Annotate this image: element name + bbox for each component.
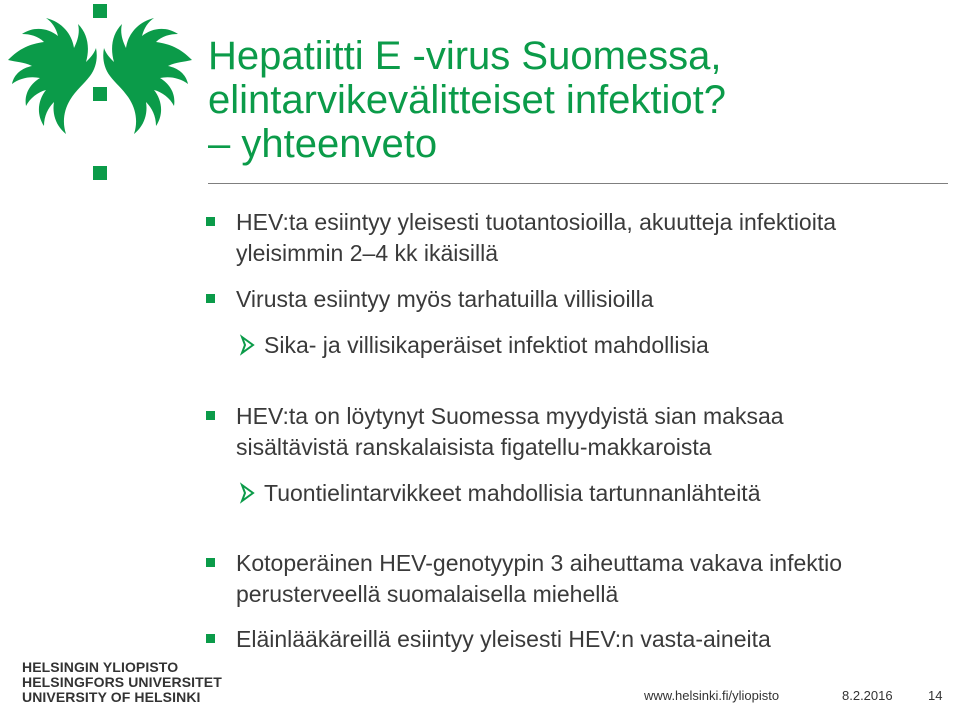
bullet-item (206, 284, 956, 315)
bullet-item (206, 207, 956, 269)
bullet-item (206, 624, 956, 655)
bullet-text-line: perusterveellä suomalaisella miehellä (236, 581, 619, 607)
square-bullet-icon (206, 294, 215, 303)
slide-title-line-3: – yhteenveto (208, 122, 438, 166)
university-name-en: UNIVERSITY OF HELSINKI (22, 689, 201, 705)
bullet-text-line: HEV:ta on löytynyt Suomessa myydyistä sian maksaa (236, 403, 784, 429)
university-name (22, 660, 222, 705)
square-bullet-icon (206, 558, 215, 567)
university-name-sv: HELSINGFORS UNIVERSITET (22, 674, 222, 690)
title-divider (208, 183, 948, 184)
slide-title (208, 34, 948, 166)
footer-url[interactable]: www.helsinki.fi/yliopisto (644, 688, 780, 703)
square-bullet-icon (206, 411, 215, 420)
sub-bullet-item (206, 478, 956, 509)
bullet-item (206, 401, 956, 463)
bullet-text-line: Sika- ja villisikaperäiset infektiot mahdollisia (264, 332, 709, 358)
bullet-text-line: Eläinlääkäreillä esiintyy yleisesti HEV:n vasta-aineita (236, 626, 771, 652)
bullet-text-line: Tuontielintarvikkeet mahdollisia tartunnanlähteitä (264, 480, 761, 506)
arrow-bullet-icon (236, 334, 258, 356)
square-bullet-icon (206, 217, 215, 226)
sub-bullet-item (206, 330, 956, 361)
bullet-text-line: sisältävistä ranskalaisista figatellu-makkaroista (236, 434, 712, 460)
university-name-fi: HELSINGIN YLIOPISTO (22, 659, 179, 675)
bullet-item (206, 548, 956, 610)
slide-title-line-2: elintarvikevälitteiset infektiot? (208, 78, 727, 122)
bullet-text-line: Kotoperäinen HEV-genotyypin 3 aiheuttama vakava infektio (236, 550, 843, 576)
bullet-text-line: yleisimmin 2–4 kk ikäisillä (236, 240, 499, 266)
square-bullet-icon (206, 634, 215, 643)
university-logo-icon (0, 0, 200, 190)
bullet-text-line: Virusta esiintyy myös tarhatuilla villisioilla (236, 286, 654, 312)
page-number: 14 (928, 688, 943, 703)
footer-date: 8.2.2016 (842, 688, 893, 703)
bullet-text-line: HEV:ta esiintyy yleisesti tuotantosioilla, akuutteja infektioita (236, 209, 837, 235)
arrow-bullet-icon (236, 482, 258, 504)
slide-title-line-1: Hepatiitti E -virus Suomessa, (208, 34, 722, 78)
